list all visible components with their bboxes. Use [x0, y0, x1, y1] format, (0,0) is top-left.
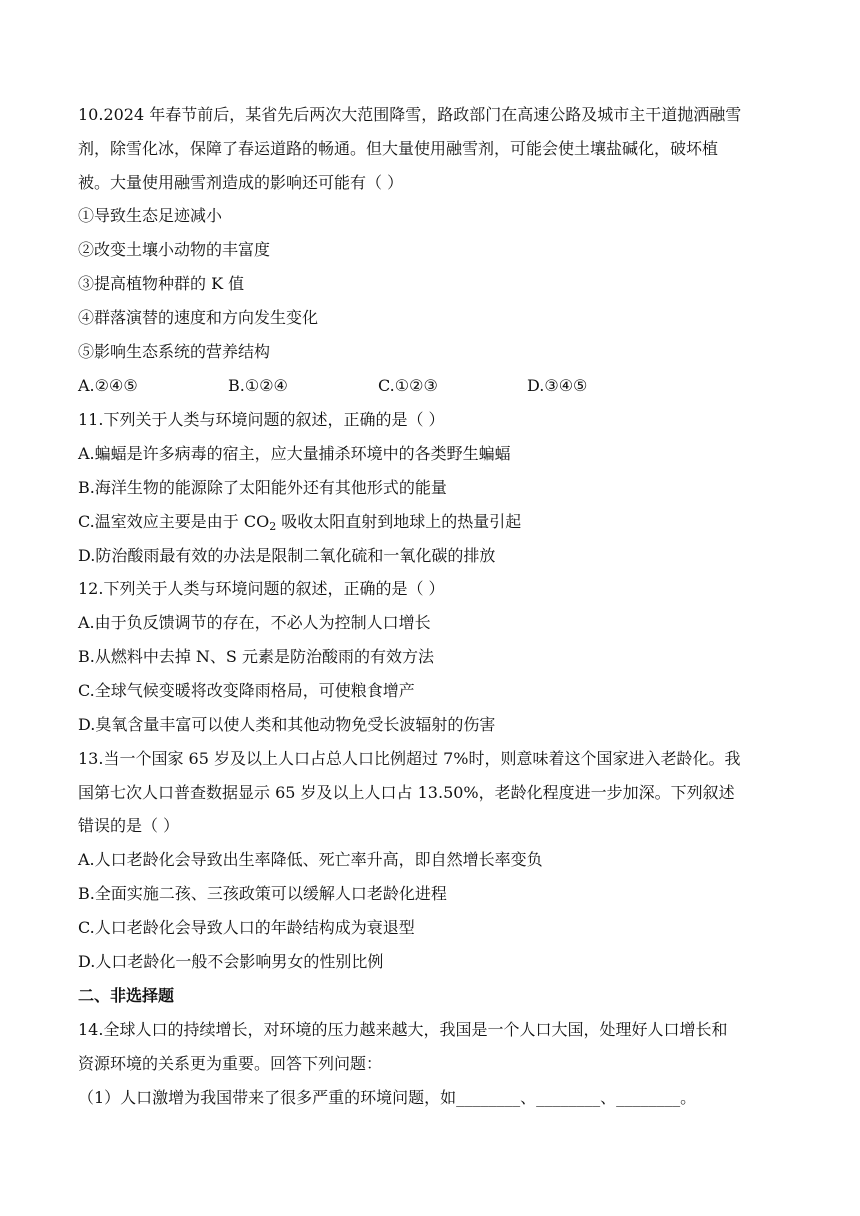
q12-stem: 12.下列关于人类与环境问题的叙述，正确的是（ ）	[78, 579, 445, 598]
q11-option-c-subscript: 2	[269, 520, 277, 533]
q11-option-a: A.蝙蝠是许多病毒的宿主，应大量捕杀环境中的各类野生蝙蝠	[78, 444, 511, 463]
q10-option-d: D.③④⑤	[527, 376, 588, 395]
q11-option-c-post: 吸收太阳直射到地球上的热量引起	[276, 512, 522, 531]
q11-option-c	[78, 511, 521, 533]
q12-option-b: B.从燃料中去掉 N、S 元素是防治酸雨的有效方法	[78, 647, 434, 666]
q13-option-d: D.人口老龄化一般不会影响男女的性别比例	[78, 952, 384, 971]
q13-option-a: A.人口老龄化会导致出生率降低、死亡率升高，即自然增长率变负	[78, 850, 543, 869]
q14-stem-line-2: 资源环境的关系更为重要。回答下列问题：	[78, 1054, 383, 1073]
q10-stem-line-1: 10.2024 年春节前后，某省先后两次大范围降雪，路政部门在高速公路及城市主干道抛洒融雪	[78, 105, 742, 124]
q12-option-a: A.由于负反馈调节的存在，不必人为控制人口增长	[78, 613, 431, 632]
q10-item-4: ④群落演替的速度和方向发生变化	[78, 308, 319, 327]
q10-option-c: C.①②③	[378, 376, 438, 395]
q12-option-d: D.臭氧含量丰富可以使人类和其他动物免受长波辐射的伤害	[78, 715, 496, 734]
q10-stem-line-2: 剂，除雪化冰，保障了春运道路的畅通。但大量使用融雪剂，可能会使土壤盐碱化，破坏植	[78, 139, 719, 158]
q10-option-b: B.①②④	[228, 376, 288, 395]
q11-option-d: D.防治酸雨最有效的办法是限制二氧化硫和一氧化碳的排放	[78, 546, 496, 565]
q10-item-2: ②改变土壤小动物的丰富度	[78, 240, 271, 259]
q11-option-b: B.海洋生物的能源除了太阳能外还有其他形式的能量	[78, 478, 447, 497]
q11-stem: 11.下列关于人类与环境问题的叙述，正确的是（ ）	[78, 410, 445, 429]
q10-stem-line-3: 被。大量使用融雪剂造成的影响还可能有（ ）	[78, 173, 404, 192]
q12-option-c: C.全球气候变暖将改变降雨格局，可使粮食增产	[78, 681, 415, 700]
q13-option-b: B.全面实施二孩、三孩政策可以缓解人口老龄化进程	[78, 884, 447, 903]
q10-option-a: A.②④⑤	[78, 376, 138, 395]
section-heading-non-choice: 二、非选择题	[78, 986, 175, 1005]
q14-subquestion-1: （1）人口激增为我国带来了很多严重的环境问题，如________、________、________。	[78, 1088, 697, 1107]
q13-stem-line-1: 13.当一个国家 65 岁及以上人口占总人口比例超过 7%时，则意味着这个国家进入老龄化。我	[78, 749, 741, 768]
q13-stem-line-3: 错误的是（ ）	[78, 816, 180, 835]
q10-item-3: ③提高植物种群的 K 值	[78, 274, 245, 293]
q13-stem-line-2: 国第七次人口普查数据显示 65 岁及以上人口占 13.50%，老龄化程度进一步加深。下列叙述	[78, 783, 735, 802]
q13-option-c: C.人口老龄化会导致人口的年龄结构成为衰退型	[78, 918, 415, 937]
q14-stem-line-1: 14.全球人口的持续增长，对环境的压力越来越大，我国是一个人口大国，处理好人口增长和	[78, 1020, 728, 1039]
q11-option-c-pre: C.温室效应主要是由于 CO	[78, 512, 270, 531]
q10-item-5: ⑤影响生态系统的营养结构	[78, 342, 271, 361]
q10-item-1: ①导致生态足迹减小	[78, 206, 223, 225]
